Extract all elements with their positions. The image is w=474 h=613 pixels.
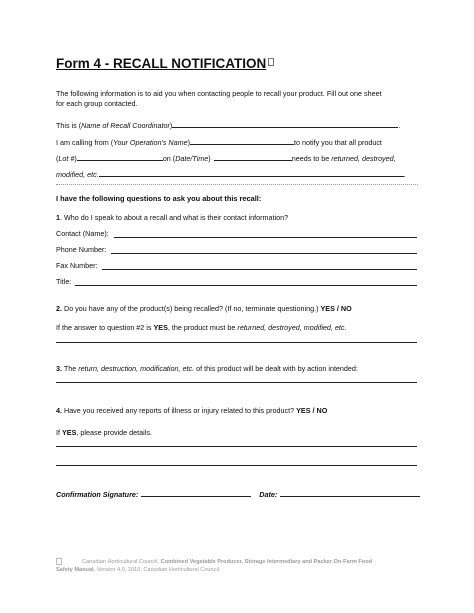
followup-text: , please provide details. bbox=[76, 428, 152, 437]
action-placeholder-cont: modified, etc. bbox=[56, 170, 99, 179]
script-text: This is ( bbox=[56, 121, 82, 130]
script-text: ) bbox=[187, 138, 191, 147]
question-3 bbox=[56, 364, 358, 373]
question-4-followup bbox=[56, 428, 152, 437]
phone-number-label: Phone Number: bbox=[56, 245, 107, 254]
script-line-lot bbox=[56, 153, 396, 163]
question-1 bbox=[56, 213, 288, 222]
questions-heading: I have the following questions to ask you about this recall: bbox=[56, 194, 262, 203]
fax-number-label: Fax Number: bbox=[56, 261, 98, 270]
question-2-followup bbox=[56, 323, 347, 332]
confirmation-signature-row bbox=[56, 489, 420, 499]
script-text: needs to be bbox=[291, 154, 332, 163]
followup-yes: YES bbox=[62, 428, 77, 437]
script-text: . bbox=[398, 121, 401, 130]
script-line-operation bbox=[56, 137, 382, 147]
question-4-answer-line-2[interactable] bbox=[56, 465, 417, 466]
date-time-blank[interactable] bbox=[214, 153, 292, 161]
question-2 bbox=[56, 304, 352, 313]
footer-text: Canadian Horticultural Council, bbox=[82, 559, 161, 565]
question-action: return, destruction, modification, etc. bbox=[78, 364, 195, 373]
script-text: to notify you that all product bbox=[294, 138, 382, 147]
date-time-placeholder: Date/Time bbox=[175, 154, 209, 163]
question-4 bbox=[56, 406, 327, 415]
footer-manual-title: Combined Vegetable Producer, Storage Intermediary and Packer On-Farm Food bbox=[160, 559, 373, 565]
signature-field[interactable] bbox=[141, 489, 251, 497]
date-field[interactable] bbox=[280, 489, 420, 497]
followup-yes: YES bbox=[153, 323, 168, 332]
coordinator-name-blank[interactable] bbox=[169, 120, 401, 130]
date-label: Date: bbox=[259, 490, 278, 499]
question-text: . Who do I speak to about a recall and what is their contact information? bbox=[60, 213, 289, 222]
form-title-text: Form 4 - RECALL NOTIFICATION bbox=[56, 56, 267, 71]
followup-text: If bbox=[56, 428, 62, 437]
question-4-answer-line-1[interactable] bbox=[56, 446, 417, 447]
action-blank[interactable] bbox=[99, 169, 404, 177]
action-placeholder: returned, destroyed, bbox=[331, 154, 396, 163]
script-line-coordinator bbox=[56, 120, 400, 130]
title-field[interactable] bbox=[75, 285, 417, 286]
question-text: Do you have any of the product(s) being recalled? (If no, terminate questioning.) bbox=[62, 304, 321, 313]
question-number: 2. bbox=[56, 304, 62, 313]
question-text: of this product will be dealt with by action intended: bbox=[194, 364, 358, 373]
checkbox-glyph-icon bbox=[268, 58, 274, 66]
script-text: on ( bbox=[162, 154, 176, 163]
contact-name-field[interactable] bbox=[114, 237, 417, 238]
footer-glyph-icon bbox=[56, 558, 62, 565]
footer-text: , Version 4.0, 2010, Canadian Horticultural Council. bbox=[93, 567, 221, 573]
lot-number-blank[interactable] bbox=[77, 153, 163, 161]
followup-text: If the answer to question #2 is bbox=[56, 323, 154, 332]
coordinator-placeholder: Name of Recall Coordinator bbox=[81, 121, 170, 130]
question-number: 4. bbox=[56, 406, 62, 415]
title-label: Title: bbox=[56, 277, 72, 286]
script-text: I am calling from ( bbox=[56, 138, 114, 147]
operation-name-blank[interactable] bbox=[187, 137, 294, 147]
intro-line-2: for each group contacted. bbox=[56, 99, 138, 108]
intro-line-1: The following information is to aid you when contacting people to recall your product. Fill out one sheet bbox=[56, 89, 382, 98]
followup-text: , the product must be bbox=[167, 323, 238, 332]
fax-number-field[interactable] bbox=[102, 269, 417, 270]
lot-placeholder: Lot # bbox=[58, 154, 75, 163]
yes-no-option[interactable]: YES / NO bbox=[320, 304, 352, 313]
signature-label: Confirmation Signature: bbox=[56, 490, 139, 499]
question-2-answer-line[interactable] bbox=[56, 342, 417, 343]
script-line-modified bbox=[56, 169, 406, 179]
followup-action: returned, destroyed, modified, etc. bbox=[237, 323, 347, 332]
question-text: The bbox=[62, 364, 79, 373]
question-number: 1 bbox=[56, 213, 60, 222]
script-text: ) bbox=[169, 121, 173, 130]
footer-citation bbox=[56, 558, 426, 574]
script-text: ( bbox=[56, 154, 59, 163]
section-divider bbox=[56, 184, 418, 185]
script-text: ) bbox=[74, 154, 77, 163]
question-number: 3. bbox=[56, 364, 62, 373]
contact-name-label: Contact (Name): bbox=[56, 229, 109, 238]
script-text: ) bbox=[208, 154, 211, 163]
yes-no-option[interactable]: YES / NO bbox=[296, 406, 328, 415]
script-text: . bbox=[403, 170, 406, 179]
form-title bbox=[56, 56, 274, 71]
phone-number-field[interactable] bbox=[111, 253, 417, 254]
question-text: Have you received any reports of illness or injury related to this product? bbox=[62, 406, 297, 415]
operation-placeholder: Your Operation's Name bbox=[113, 138, 188, 147]
question-3-answer-line[interactable] bbox=[56, 382, 417, 383]
footer-manual-title-cont: Safety Manual bbox=[56, 567, 94, 573]
